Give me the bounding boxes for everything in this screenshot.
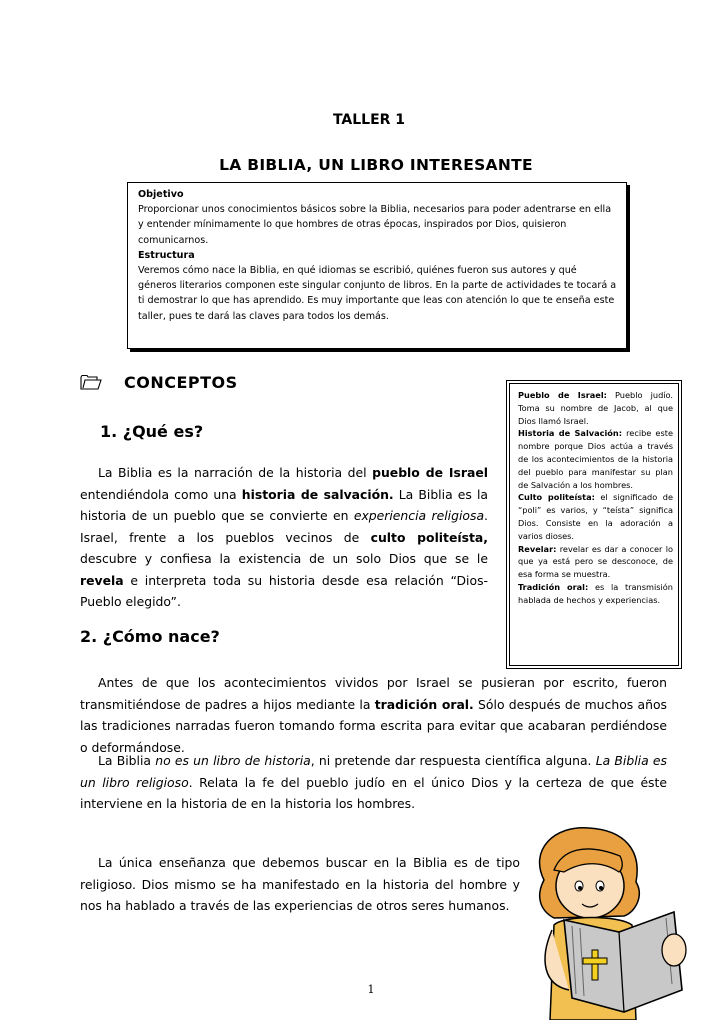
text-run: e interpreta toda su historia desde esa relación “Dios-Pueblo elegido”.: [80, 572, 488, 609]
italic-term: experiencia religiosa: [353, 508, 485, 523]
structure-text: Veremos cómo nace la Biblia, en qué idiomas se escribió, quiénes fueron sus autores y qué géneros literarios componen este singular conjunto de libros. En la parte de actividades te tocará a ti demostrar lo que has aprendido. Es muy importante que leas con atención lo que te enseña este taller, pues te dará las claves para todos los demás.: [138, 265, 617, 322]
glossary-definition: el significado de “poli” es varios, y “teísta” significa Dios. Consiste en la adoración a varios dioses.: [518, 492, 673, 541]
objective-label: Objetivo: [138, 189, 184, 200]
glossary-definition: Pueblo judío. Toma su nombre de Jacob, al que Dios llamó Israel.: [518, 390, 674, 426]
glossary-term: Culto politeísta:: [518, 492, 595, 503]
glossary-term: Tradición oral:: [518, 581, 589, 592]
italic-term: no es un libro de historia: [155, 753, 311, 768]
text-run: . Relata la fe del pueblo judío en el único Dios y la certeza de que éste interviene en la historia de en la historia los hombres.: [80, 774, 667, 811]
bold-term: historia de salvación.: [241, 486, 394, 502]
workshop-number: TALLER 1: [332, 112, 406, 128]
paragraph-que-es: [80, 462, 488, 613]
text-run: Sólo después de muchos años las tradiciones narradas fueron tomando forma escrita para evitar que acabaran perdiéndose o deformándose.: [80, 696, 668, 755]
objective-text: Proporcionar unos conocimientos básicos sobre la Biblia, necesarios para poder adentrarse en ella y entender mínimamente lo que hombres de otras épocas, inspirados por Dios, quisieron comunicarnos.: [138, 204, 612, 246]
glossary-definition: revelar es dar a conocer lo que ya está pero se desconoce, de esa forma se muestra.: [518, 543, 673, 580]
text-run: entendiéndola como una: [80, 486, 242, 502]
page-title: LA BIBLIA, UN LIBRO INTERESANTE: [219, 156, 533, 174]
folder-icon: [80, 374, 102, 391]
text-run: . Israel, frente a los pueblos vecinos de: [80, 508, 488, 545]
glossary-term: Pueblo de Israel:: [518, 390, 607, 400]
paragraph-libro-religioso: [80, 750, 667, 815]
section-heading-que-es: 1. ¿Qué es?: [100, 422, 204, 441]
text-run: La única enseñanza que debemos buscar en la Biblia es de tipo religioso. Dios mismo se ha manifestado en la historia del hombre y nos ha hablado a través de las experiencias de otros seres humanos.: [80, 855, 520, 913]
paragraph-ensenanza: [80, 852, 520, 917]
objective-box: [127, 182, 627, 349]
text-run: , ni pretende dar respuesta científica alguna.: [310, 753, 596, 768]
bold-term: culto politeísta,: [370, 529, 488, 545]
text-run: La Biblia es la historia de un pueblo que se convierte en: [80, 486, 488, 523]
bold-term: pueblo de Israel: [372, 465, 488, 480]
text-run: La Biblia es la narración de la historia del: [98, 465, 373, 480]
glossary-term: Revelar:: [518, 543, 557, 554]
text-run: Antes de que los acontecimientos vividos por Israel se pusieran por escrito, fueron transmitiéndose de padres a hijos mediante la: [80, 675, 667, 712]
glossary-box: [509, 383, 679, 666]
glossary-term: Historia de Salvación:: [518, 428, 623, 439]
glossary-entry: [518, 427, 673, 491]
glossary-entry: [518, 581, 673, 607]
bold-term: revela: [80, 572, 124, 588]
page-number: 1: [367, 983, 375, 996]
glossary-entry: [518, 543, 673, 581]
italic-term: La Biblia es un libro religioso: [80, 753, 667, 790]
bold-term: tradición oral.: [374, 696, 474, 712]
concepts-header: [80, 373, 238, 392]
glossary-entry: [518, 389, 673, 427]
glossary-definition: recibe este nombre porque Dios actúa a través de los acontecimientos de la historia del pueblo para manifestar su plan de Salvación a los hombres.: [518, 428, 673, 490]
glossary-definition: es la transmisión hablada de hechos y experiencias.: [518, 581, 673, 605]
section-heading-como-nace: 2. ¿Cómo nace?: [80, 627, 220, 646]
glossary-entry: [518, 491, 673, 542]
text-run: La Biblia: [98, 753, 156, 768]
structure-label: Estructura: [138, 249, 195, 261]
text-run: descubre y confiesa la existencia de un solo Dios que se le: [80, 551, 488, 566]
concepts-title: CONCEPTOS: [124, 373, 238, 392]
paragraph-tradicion-oral: [80, 672, 667, 758]
